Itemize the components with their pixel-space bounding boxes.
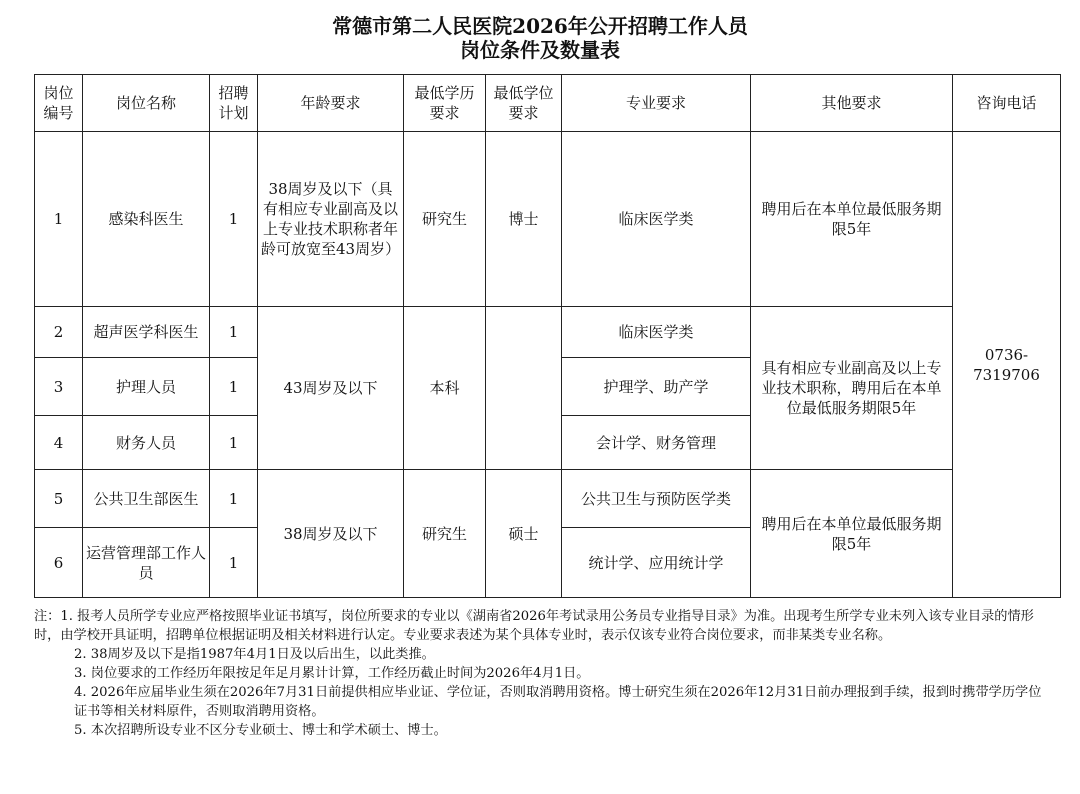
header-degree: 最低学位 要求 [486, 75, 562, 132]
cell-plan: 1 [210, 528, 258, 598]
header-phone: 咨询电话 [953, 75, 1061, 132]
cell-name: 运营管理部工作人员 [83, 528, 210, 598]
header-row [35, 75, 1061, 132]
table-row [35, 307, 1061, 358]
cell-age-merged: 43周岁及以下 [258, 307, 404, 470]
header-major: 专业要求 [562, 75, 751, 132]
table-row [35, 470, 1061, 528]
cell-education-merged: 研究生 [404, 470, 486, 598]
header-code: 岗位 编号 [35, 75, 83, 132]
cell-age-merged: 38周岁及以下 [258, 470, 404, 598]
title-line-1: 常德市第二人民医院2026年公开招聘工作人员 [332, 14, 748, 38]
cell-phone: 0736-7319706 [953, 132, 1061, 598]
cell-major: 统计学、应用统计学 [562, 528, 751, 598]
cell-degree-merged [486, 307, 562, 470]
cell-name: 感染科医生 [83, 132, 210, 307]
cell-education-merged: 本科 [404, 307, 486, 470]
cell-major: 临床医学类 [562, 132, 751, 307]
cell-age: 38周岁及以下（具有相应专业副高及以上专业技术职称者年龄可放宽至43周岁） [258, 132, 404, 307]
cell-degree: 博士 [486, 132, 562, 307]
cell-code: 5 [35, 470, 83, 528]
cell-major: 会计学、财务管理 [562, 416, 751, 470]
cell-plan: 1 [210, 307, 258, 358]
cell-code: 4 [35, 416, 83, 470]
cell-code: 6 [35, 528, 83, 598]
cell-other-merged: 具有相应专业副高及以上专业技术职称，聘用后在本单位最低服务期限5年 [751, 307, 953, 470]
cell-plan: 1 [210, 132, 258, 307]
header-plan: 招聘 计划 [210, 75, 258, 132]
cell-code: 1 [35, 132, 83, 307]
header-name: 岗位名称 [83, 75, 210, 132]
header-education: 最低学历 要求 [404, 75, 486, 132]
cell-code: 3 [35, 358, 83, 416]
cell-major: 临床医学类 [562, 307, 751, 358]
note-item: 2. 38周岁及以下是指1987年4月1日及以后出生，以此类推。 [74, 647, 435, 662]
cell-plan: 1 [210, 470, 258, 528]
note-item: 4. 2026年应届毕业生须在2026年7月31日前提供相应毕业证、学位证，否则取消聘用资格。博士研究生须在2026年12月31日前办理报到手续，报到时携带学历学位证书等相关材料原件，否则取消聘用资格。 [74, 685, 1042, 719]
cell-plan: 1 [210, 416, 258, 470]
title-line-2: 岗位条件及数量表 [460, 38, 620, 62]
cell-other-merged: 聘用后在本单位最低服务期限5年 [751, 470, 953, 598]
cell-name: 公共卫生部医生 [83, 470, 210, 528]
cell-name: 护理人员 [83, 358, 210, 416]
header-age: 年龄要求 [258, 75, 404, 132]
cell-other: 聘用后在本单位最低服务期限5年 [751, 132, 953, 307]
note-item: 3. 岗位要求的工作经历年限按足年足月累计计算，工作经历截止时间为2026年4月1日。 [74, 666, 590, 681]
cell-code: 2 [35, 307, 83, 358]
notes-section [34, 607, 1054, 740]
cell-name: 财务人员 [83, 416, 210, 470]
cell-education: 研究生 [404, 132, 486, 307]
cell-name: 超声医学科医生 [83, 307, 210, 358]
note-item: 注：1. 报考人员所学专业应严格按照毕业证书填写，岗位所要求的专业以《湖南省2026年考试录用公务员专业指导目录》为准。出现考生所学专业未列入该专业目录的情形时，由学校开具证明，招聘单位根据证明及相关材料进行认定。专业要求表述为某个具体专业时，表示仅该专业符合岗位要求，而非某类专业名称。 [34, 609, 1034, 643]
document-title [0, 14, 1080, 62]
note-item: 5. 本次招聘所设专业不区分专业硕士、博士和学术硕士、博士。 [74, 723, 447, 738]
positions-table [34, 74, 1061, 598]
cell-major: 公共卫生与预防医学类 [562, 470, 751, 528]
table-row [35, 132, 1061, 307]
cell-plan: 1 [210, 358, 258, 416]
cell-major: 护理学、助产学 [562, 358, 751, 416]
cell-degree-merged: 硕士 [486, 470, 562, 598]
header-other: 其他要求 [751, 75, 953, 132]
